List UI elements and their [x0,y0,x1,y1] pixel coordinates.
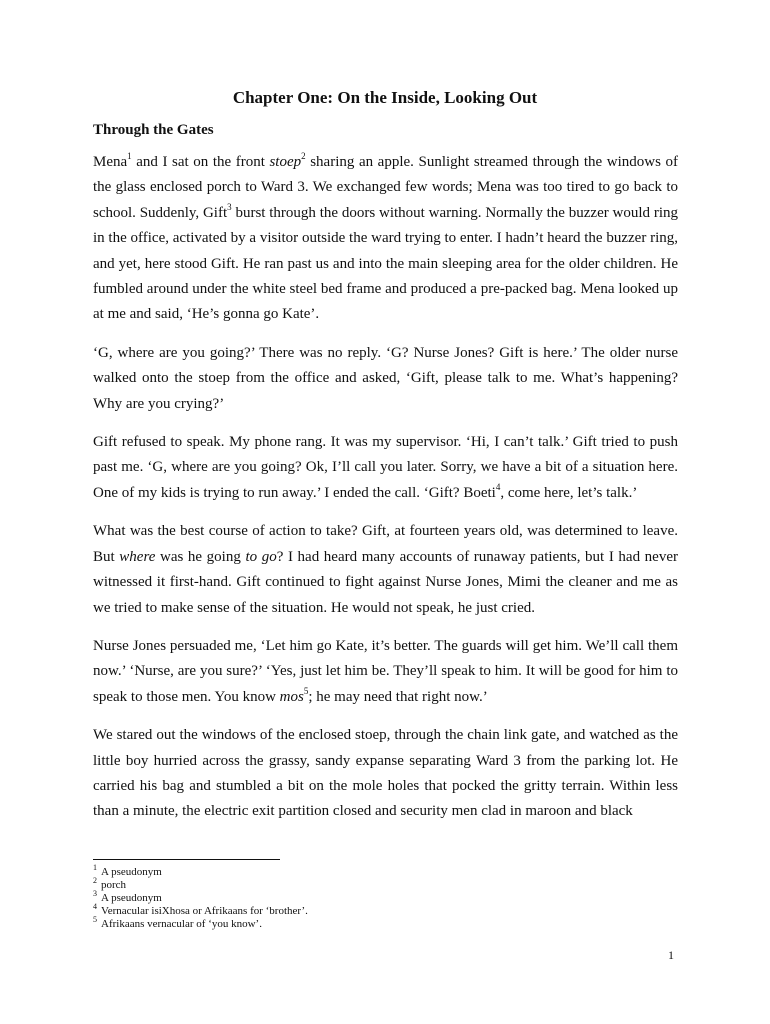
footnote-ref: 4 [495,481,501,492]
text-run: Gift refused to speak. My phone rang. It was my supervisor. ‘Hi, I can’t talk.’ Gift tried to push past me. ‘G, where are you going? Ok, I’ll call you later. Sorry, we have a bit of a situation here. One of my kids is trying to run away.’ I ended the call. ‘Gift? Boeti [93,434,678,501]
chapter-title: Chapter One: On the Inside, Looking Out [232,88,538,107]
text-run: ; he may need that right now.’ [308,688,488,705]
footnote-text: A pseudonym [101,866,162,878]
italic-text: where [119,548,156,565]
italic-text: to go [245,548,277,565]
text-run: sharing an apple. Sunlight streamed through the windows of the glass enclosed porch to Ward 3. We exchanged few words; Mena was too tired to go back to school. Suddenly, Gift [93,154,678,221]
paragraph-1 [93,150,678,328]
italic-text: stoep [269,154,302,170]
text-run: and I sat on the front [131,154,270,170]
text-run: was he going [155,548,246,565]
footnote: 5 Afrikaans vernacular of ‘you know’. [93,915,262,930]
footnote-text: porch [101,879,127,891]
body-text [93,150,678,838]
text-run: What was the best course of action to take? Gift, at fourteen years old, was determined to leave. But [93,523,678,565]
footnote-ref: 1 [127,151,132,161]
footnote-text: A pseudonym [101,892,162,904]
text-run: ? I had heard many accounts of runaway patients, but I had never witnessed it first-hand. Gift continued to fight against Nurse Jones, Mimi the cleaner and me as we tried to make sense of the situation. He would not speak, he just cried. [93,548,678,616]
footnote-ref: 2 [301,151,306,161]
paragraph-3 [93,430,678,506]
footnote-ref: 3 [227,201,232,212]
paragraph-2: ‘G, where are you going?’ There was no reply. ‘G? Nurse Jones? Gift is here.’ The older nurse walked onto the stoep from the office and asked, ‘Gift, please talk to me. What’s happening? Why are you crying?’ [93,344,678,412]
footnote: 4 Vernacular isiXhosa or Afrikaans for ‘brother’. [93,902,308,917]
footnote: 1 A pseudonym [93,863,162,878]
footnote-text: Vernacular isiXhosa or Afrikaans for ‘brother’. [101,905,308,917]
footnotes [93,863,308,931]
footnote-text: Afrikaans vernacular of ‘you know’. [101,918,262,930]
section-heading: Through the Gates [93,122,214,138]
footnote-divider [93,859,280,860]
italic-text: mos [279,688,304,705]
footnote: 3 A pseudonym [93,889,162,904]
text-run: Nurse Jones persuaded me, ‘Let him go Kate, it’s better. The guards will get him. We’ll call them now.’ ‘Nurse, are you sure?’ ‘Yes, just let him be. They’ll speak to him. It will be good for him to speak to those men. You know [93,637,678,705]
paragraph-6: We stared out the windows of the enclosed stoep, through the chain link gate, and watched as the little boy hurried across the grassy, sandy expanse separating Ward 3 from the parking lot. He carried his bag and stumbled a bit on the mole holes that pocked the gritty terrain. Within less than a minute, the electric exit partition closed and security men clad in maroon and black [93,727,678,820]
page-number: 1 [668,948,674,962]
text-run: burst through the doors without warning. Normally the buzzer would ring in the office, activated by a visitor outside the ward trying to enter. I hadn’t heard the buzzer ring, and yet, here stood Gift. He ran past us and into the main sleeping area for the older children. He fumbled around under the white steel bed frame and produced a pre-packed bag. Mena looked up at me and said, ‘He’s gonna go Kate’. [93,204,678,323]
footnote: 2 porch [93,876,127,891]
text-run: , come here, let’s talk.’ [500,484,638,501]
paragraph-4 [93,519,678,621]
footnote-ref: 5 [303,685,309,696]
text-run: Mena [93,154,128,170]
paragraph-5 [93,634,678,710]
